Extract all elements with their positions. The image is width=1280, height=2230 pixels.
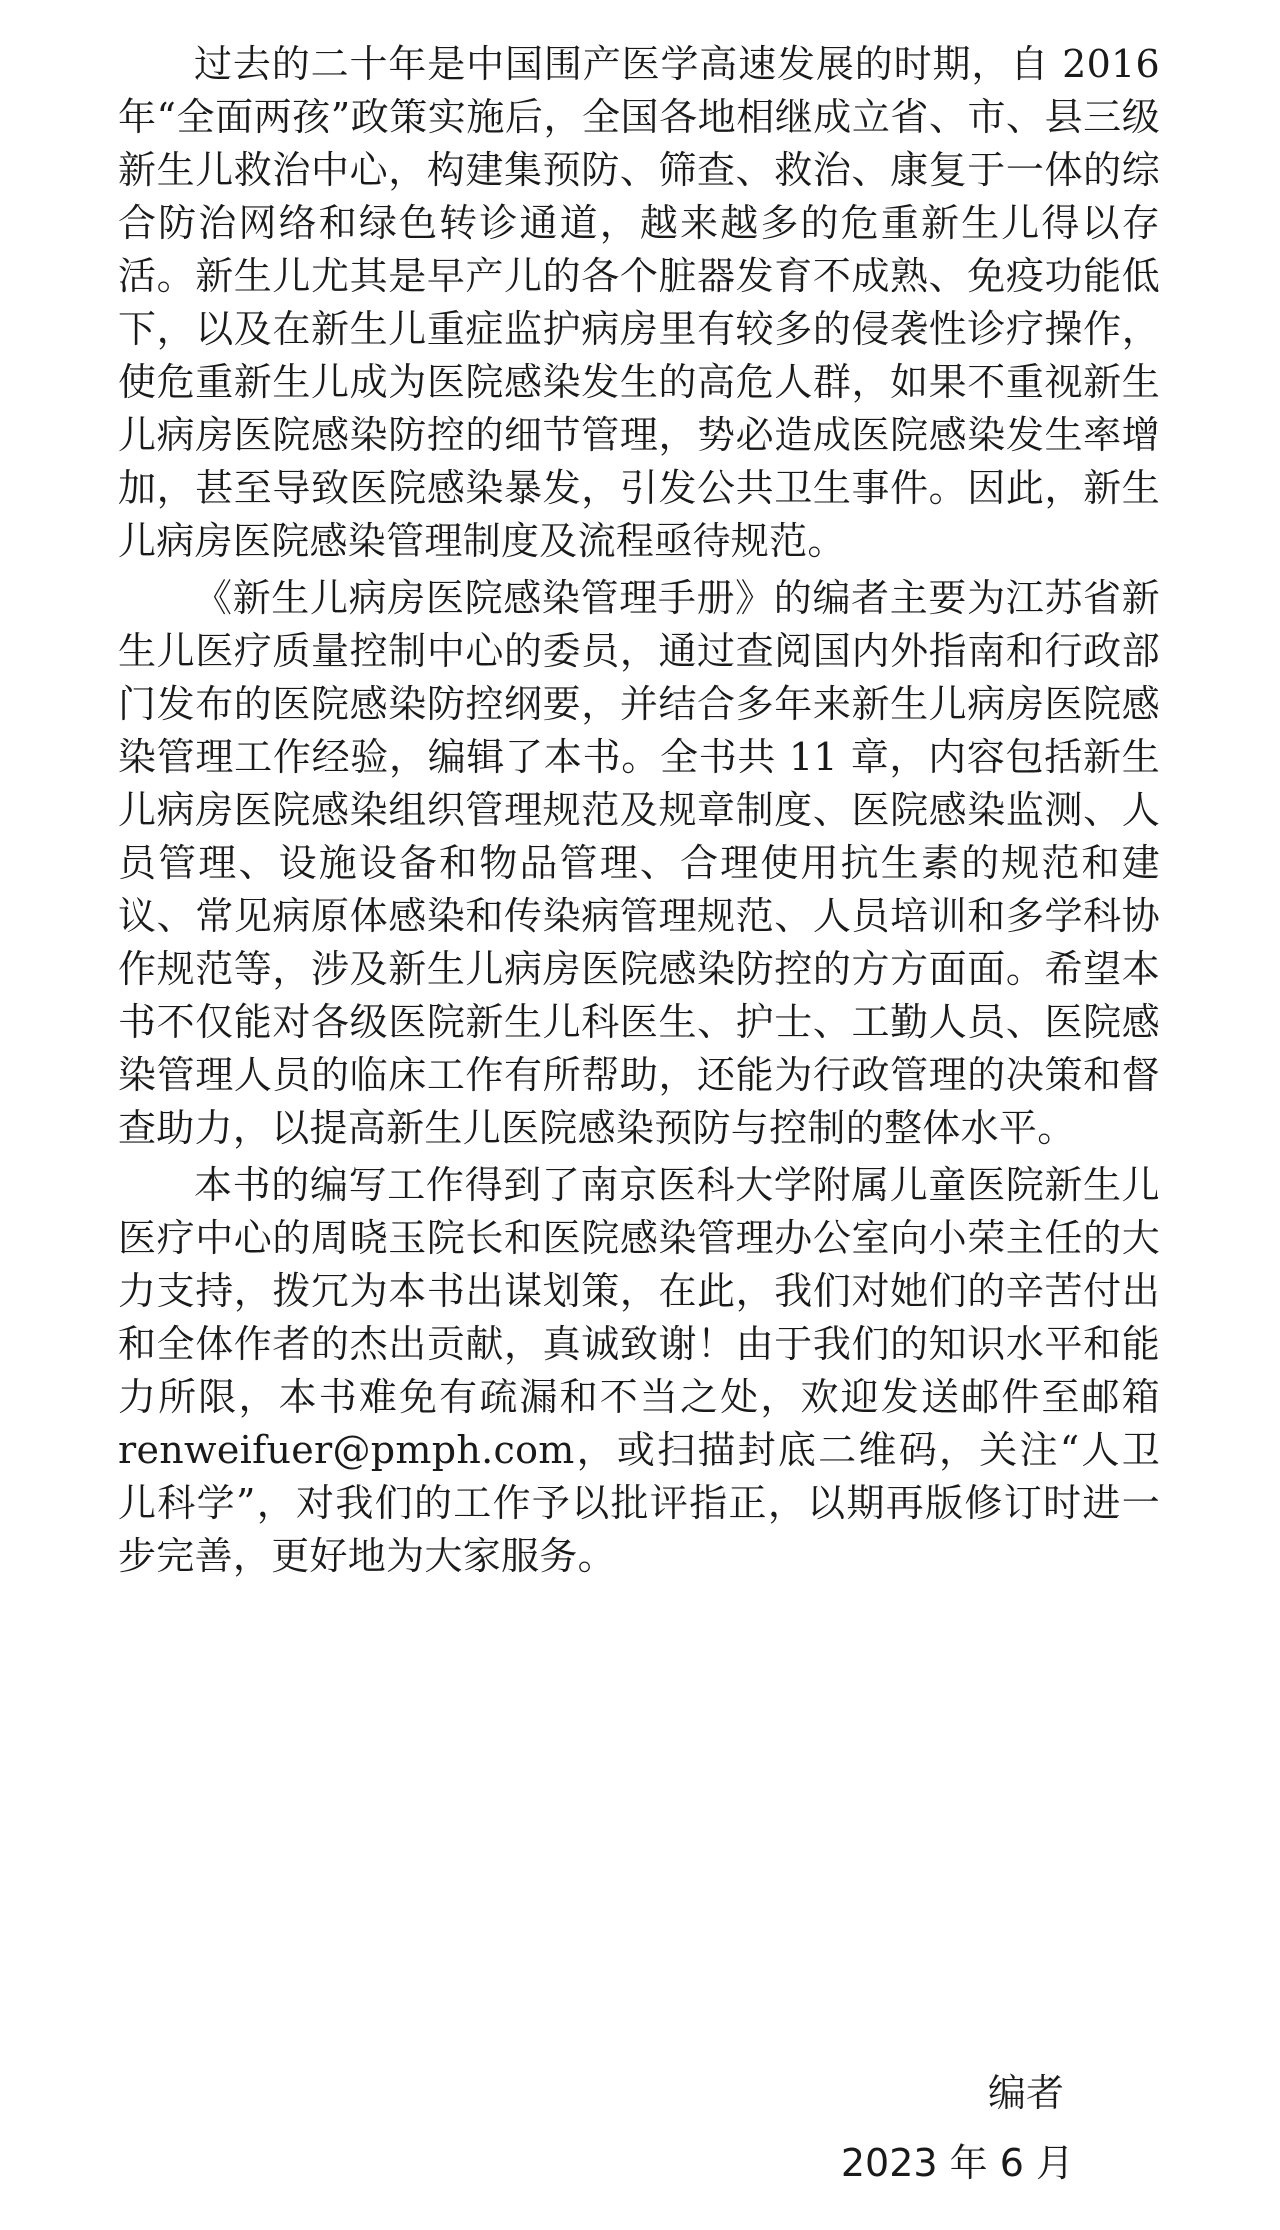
preface-author: 编者 (987, 2071, 1064, 2115)
preface-paragraph-1: 过去的二十年是中国围产医学高速发展的时期，自 2016 年“全面两孩”政策实施后，全国各地相继成立省、市、县三级新生儿救治中心，构建集预防、筛查、救治、康复于一体的综合防治网络和绿色转诊通道，越来越多的危重新生儿得以存活。新生儿尤其是早产儿的各个脏器发育不成熟、免疫功能低下，以及在新生儿重症监护病房里有较多的侵袭性诊疗操作，使危重新生儿成为医院感染发生的高危人群，如果不重视新生儿病房医院感染防控的细节管理，势必造成医院感染发生率增加，甚至导致医院感染暴发，引发公共卫生事件。因此，新生儿病房医院感染管理制度及流程亟待规范。 (118, 42, 1160, 563)
preface-body (118, 38, 1160, 1583)
preface-paragraph-3: 本书的编写工作得到了南京医科大学附属儿童医院新生儿医疗中心的周晓玉院长和医院感染管理办公室向小荣主任的大力支持，拨冗为本书出谋划策，在此，我们对她们的辛苦付出和全体作者的杰出贡献，真诚致谢！由于我们的知识水平和能力所限，本书难免有疏漏和不当之处，欢迎发送邮件至邮箱 renweifuer@pmph.com，或扫描封底二维码，关注“人卫儿科学”，对我们的工作予以批评指正，以期再版修订时进一步完善，更好地为大家服务。 (118, 1163, 1160, 1578)
preface-paragraph-2: 《新生儿病房医院感染管理手册》的编者主要为江苏省新生儿医疗质量控制中心的委员，通过查阅国内外指南和行政部门发布的医院感染防控纲要，并结合多年来新生儿病房医院感染管理工作经验，编辑了本书。全书共 11 章，内容包括新生儿病房医院感染组织管理规范及规章制度、医院感染监测、人员管理、设施设备和物品管理、合理使用抗生素的规范和建议、常见病原体感染和传染病管理规范、人员培训和多学科协作规范等，涉及新生儿病房医院感染防控的方方面面。希望本书不仅能对各级医院新生儿科医生、护士、工勤人员、医院感染管理人员的临床工作有所帮助，还能为行政管理的决策和督查助力，以提高新生儿医院感染预防与控制的整体水平。 (118, 576, 1160, 1150)
preface-date: 2023 年 6 月 (840, 2141, 1074, 2185)
